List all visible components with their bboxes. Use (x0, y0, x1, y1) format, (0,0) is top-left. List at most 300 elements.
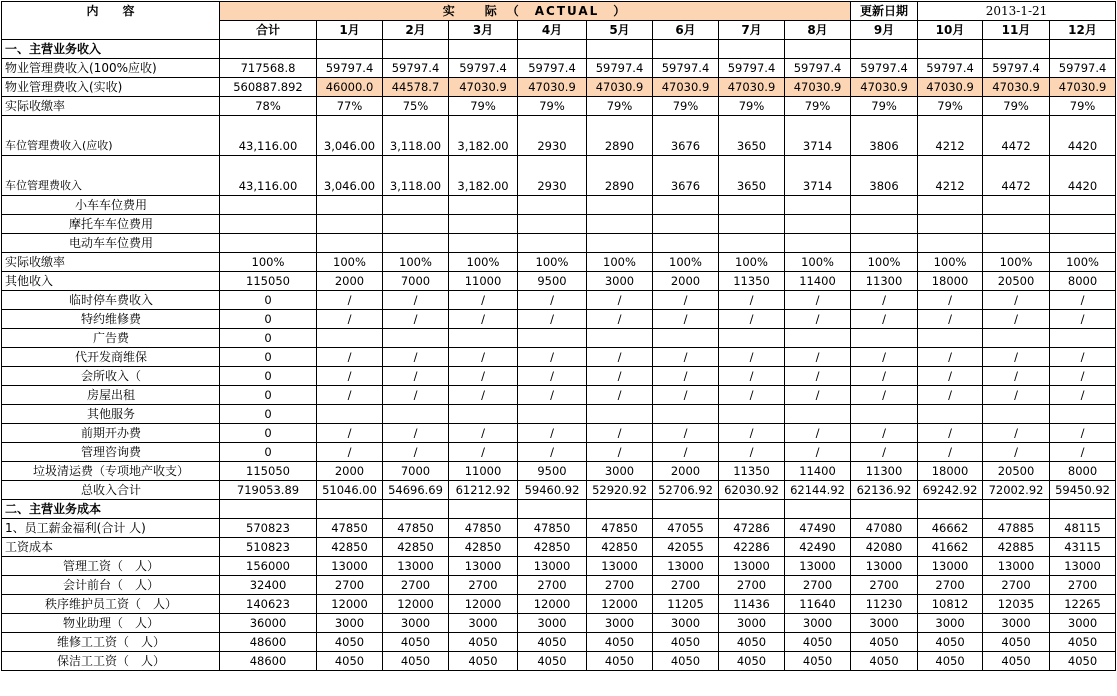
month-value-cell[interactable]: 47030.9 (518, 78, 587, 97)
month-value-cell[interactable]: 4420 (1050, 156, 1116, 196)
month-value-cell[interactable]: 47030.9 (785, 78, 851, 97)
empty-cell[interactable] (785, 500, 851, 519)
month-value-cell[interactable]: / (918, 291, 983, 310)
month-value-cell[interactable]: 7000 (383, 272, 449, 291)
month-value-cell[interactable]: / (587, 310, 653, 329)
month-value-cell[interactable]: / (851, 291, 918, 310)
month-value-cell[interactable]: / (719, 348, 785, 367)
month-value-cell[interactable]: / (851, 367, 918, 386)
month-value-cell[interactable]: / (983, 348, 1050, 367)
month-value-cell[interactable]: 18000 (918, 272, 983, 291)
month-value-cell[interactable]: / (719, 386, 785, 405)
empty-cell[interactable] (1050, 500, 1116, 519)
month-value-cell[interactable] (918, 405, 983, 424)
month-value-cell[interactable]: / (851, 443, 918, 462)
month-value-cell[interactable]: / (317, 443, 383, 462)
month-value-cell[interactable] (587, 234, 653, 253)
month-value-cell[interactable]: 59797.4 (383, 59, 449, 78)
month-value-cell[interactable]: 3650 (719, 116, 785, 156)
month-value-cell[interactable]: 59450.92 (1050, 481, 1116, 500)
empty-cell[interactable] (851, 500, 918, 519)
month-value-cell[interactable] (918, 215, 983, 234)
month-value-cell[interactable]: / (1050, 310, 1116, 329)
total-cell[interactable]: 43,116.00 (220, 116, 317, 156)
month-value-cell[interactable]: 79% (1050, 97, 1116, 116)
month-value-cell[interactable]: 12000 (449, 595, 518, 614)
month-value-cell[interactable]: / (449, 443, 518, 462)
month-value-cell[interactable]: / (918, 367, 983, 386)
month-value-cell[interactable]: 42850 (587, 538, 653, 557)
month-value-cell[interactable]: 4050 (383, 652, 449, 671)
empty-cell[interactable] (719, 500, 785, 519)
month-value-cell[interactable]: 2700 (983, 576, 1050, 595)
month-value-cell[interactable] (587, 196, 653, 215)
month-value-cell[interactable]: 11350 (719, 272, 785, 291)
row-label-cell[interactable]: 电动车车位费用 (2, 234, 220, 253)
month-value-cell[interactable]: / (983, 386, 1050, 405)
month-value-cell[interactable]: 47850 (518, 519, 587, 538)
month-value-cell[interactable]: 79% (587, 97, 653, 116)
month-value-cell[interactable]: / (587, 291, 653, 310)
month-value-cell[interactable]: 72002.92 (983, 481, 1050, 500)
month-value-cell[interactable] (918, 196, 983, 215)
month-value-cell[interactable]: 79% (983, 97, 1050, 116)
month-value-cell[interactable]: 47080 (851, 519, 918, 538)
month-value-cell[interactable] (918, 329, 983, 348)
month-value-cell[interactable]: 12000 (383, 595, 449, 614)
empty-cell[interactable] (983, 40, 1050, 59)
month-value-cell[interactable]: / (785, 348, 851, 367)
month-value-cell[interactable]: 51046.00 (317, 481, 383, 500)
section-title-cell[interactable]: 二、主营业务成本 (2, 500, 220, 519)
month-value-cell[interactable]: / (983, 424, 1050, 443)
month-value-cell[interactable]: 11400 (785, 462, 851, 481)
month-value-cell[interactable]: / (518, 386, 587, 405)
month-value-cell[interactable]: 3,182.00 (449, 156, 518, 196)
row-label-cell[interactable]: 特约维修费 (2, 310, 220, 329)
row-label-cell[interactable]: 车位管理费收入 (2, 156, 220, 196)
row-label-cell[interactable]: 保洁工工资（ 人） (2, 652, 220, 671)
month-value-cell[interactable]: 9500 (518, 462, 587, 481)
month-value-cell[interactable] (785, 196, 851, 215)
total-cell[interactable]: 48600 (220, 633, 317, 652)
month-value-cell[interactable] (719, 234, 785, 253)
month-value-cell[interactable]: / (719, 310, 785, 329)
month-value-cell[interactable]: 47850 (587, 519, 653, 538)
month-value-cell[interactable]: / (587, 386, 653, 405)
month-value-cell[interactable]: / (785, 424, 851, 443)
row-label-cell[interactable]: 会所收入（ (2, 367, 220, 386)
month-value-cell[interactable]: 4050 (851, 633, 918, 652)
month-value-cell[interactable]: 59797.4 (317, 59, 383, 78)
month-value-cell[interactable]: / (1050, 424, 1116, 443)
month-value-cell[interactable]: 2930 (518, 116, 587, 156)
month-value-cell[interactable]: / (719, 424, 785, 443)
month-value-cell[interactable]: 3,046.00 (317, 156, 383, 196)
month-value-cell[interactable]: / (383, 291, 449, 310)
month-value-cell[interactable]: / (383, 386, 449, 405)
month-value-cell[interactable]: / (518, 424, 587, 443)
month-value-cell[interactable]: 8000 (1050, 462, 1116, 481)
month-value-cell[interactable]: 59797.4 (1050, 59, 1116, 78)
month-value-cell[interactable]: 4050 (918, 633, 983, 652)
month-value-cell[interactable]: 79% (719, 97, 785, 116)
month-value-cell[interactable]: / (317, 424, 383, 443)
month-value-cell[interactable] (983, 215, 1050, 234)
month-value-cell[interactable]: / (518, 443, 587, 462)
month-value-cell[interactable]: 3676 (653, 116, 719, 156)
month-value-cell[interactable]: 4472 (983, 116, 1050, 156)
month-value-cell[interactable]: 79% (918, 97, 983, 116)
month-value-cell[interactable]: / (1050, 367, 1116, 386)
month-value-cell[interactable] (449, 234, 518, 253)
month-value-cell[interactable] (449, 196, 518, 215)
month-value-cell[interactable]: 13000 (317, 557, 383, 576)
month-value-cell[interactable]: / (785, 291, 851, 310)
month-value-cell[interactable]: 3650 (719, 156, 785, 196)
month-value-cell[interactable]: 13000 (518, 557, 587, 576)
month-value-cell[interactable]: / (317, 348, 383, 367)
month-value-cell[interactable]: / (785, 443, 851, 462)
total-cell[interactable]: 0 (220, 405, 317, 424)
update-date-value[interactable]: 2013-1-21 (918, 2, 1116, 21)
month-header[interactable]: 9月 (851, 21, 918, 40)
month-value-cell[interactable] (719, 329, 785, 348)
month-value-cell[interactable]: 3000 (587, 462, 653, 481)
month-value-cell[interactable]: / (719, 443, 785, 462)
total-cell[interactable]: 719053.89 (220, 481, 317, 500)
month-value-cell[interactable]: 3806 (851, 116, 918, 156)
month-value-cell[interactable] (383, 329, 449, 348)
content-header[interactable]: 内 容 (2, 2, 220, 40)
month-value-cell[interactable]: / (1050, 443, 1116, 462)
empty-cell[interactable] (719, 40, 785, 59)
month-value-cell[interactable]: 2700 (719, 576, 785, 595)
month-header[interactable]: 5月 (587, 21, 653, 40)
month-value-cell[interactable]: / (785, 386, 851, 405)
month-value-cell[interactable]: 4050 (851, 652, 918, 671)
month-value-cell[interactable] (1050, 329, 1116, 348)
month-value-cell[interactable] (851, 196, 918, 215)
month-value-cell[interactable]: 79% (851, 97, 918, 116)
month-value-cell[interactable] (383, 234, 449, 253)
month-value-cell[interactable]: 47030.9 (653, 78, 719, 97)
month-value-cell[interactable]: / (383, 424, 449, 443)
empty-cell[interactable] (983, 500, 1050, 519)
month-value-cell[interactable]: 47055 (653, 519, 719, 538)
month-value-cell[interactable]: 3,118.00 (383, 156, 449, 196)
month-value-cell[interactable]: 42490 (785, 538, 851, 557)
total-cell[interactable]: 156000 (220, 557, 317, 576)
month-value-cell[interactable]: 2700 (653, 576, 719, 595)
month-value-cell[interactable] (449, 405, 518, 424)
month-value-cell[interactable]: / (653, 386, 719, 405)
month-value-cell[interactable]: / (317, 310, 383, 329)
month-value-cell[interactable]: / (587, 443, 653, 462)
month-header[interactable]: 6月 (653, 21, 719, 40)
month-value-cell[interactable] (587, 329, 653, 348)
month-value-cell[interactable]: 4050 (317, 652, 383, 671)
month-value-cell[interactable]: 59797.4 (653, 59, 719, 78)
month-value-cell[interactable]: / (317, 291, 383, 310)
month-value-cell[interactable] (653, 215, 719, 234)
month-value-cell[interactable]: 42286 (719, 538, 785, 557)
month-value-cell[interactable]: 3000 (719, 614, 785, 633)
month-value-cell[interactable]: 4050 (587, 652, 653, 671)
month-header[interactable]: 10月 (918, 21, 983, 40)
empty-cell[interactable] (653, 40, 719, 59)
month-header[interactable]: 3月 (449, 21, 518, 40)
month-value-cell[interactable]: 10812 (918, 595, 983, 614)
month-value-cell[interactable]: 4050 (1050, 633, 1116, 652)
month-value-cell[interactable]: 4050 (1050, 652, 1116, 671)
month-header[interactable]: 7月 (719, 21, 785, 40)
month-value-cell[interactable]: / (449, 348, 518, 367)
month-value-cell[interactable]: / (918, 348, 983, 367)
month-value-cell[interactable]: 100% (983, 253, 1050, 272)
total-cell[interactable]: 115050 (220, 272, 317, 291)
month-value-cell[interactable]: 13000 (785, 557, 851, 576)
month-value-cell[interactable] (317, 329, 383, 348)
month-value-cell[interactable]: 100% (449, 253, 518, 272)
month-value-cell[interactable]: 3,182.00 (449, 116, 518, 156)
month-value-cell[interactable]: / (383, 348, 449, 367)
row-label-cell[interactable]: 管理工资（ 人） (2, 557, 220, 576)
month-value-cell[interactable]: / (449, 291, 518, 310)
row-label-cell[interactable]: 车位管理费收入(应收) (2, 116, 220, 156)
month-value-cell[interactable]: 4212 (918, 156, 983, 196)
month-value-cell[interactable] (785, 405, 851, 424)
month-value-cell[interactable]: 3000 (587, 614, 653, 633)
month-value-cell[interactable]: 47030.9 (719, 78, 785, 97)
month-value-cell[interactable]: 13000 (449, 557, 518, 576)
month-value-cell[interactable]: 46000.0 (317, 78, 383, 97)
empty-cell[interactable] (317, 500, 383, 519)
month-value-cell[interactable]: / (1050, 291, 1116, 310)
total-cell[interactable]: 48600 (220, 652, 317, 671)
month-value-cell[interactable]: 75% (383, 97, 449, 116)
total-cell[interactable]: 0 (220, 329, 317, 348)
month-value-cell[interactable]: / (785, 367, 851, 386)
month-value-cell[interactable]: 2000 (317, 462, 383, 481)
total-cell[interactable]: 0 (220, 386, 317, 405)
month-value-cell[interactable]: 3806 (851, 156, 918, 196)
month-value-cell[interactable] (317, 215, 383, 234)
month-value-cell[interactable]: 2890 (587, 156, 653, 196)
total-cell[interactable]: 510823 (220, 538, 317, 557)
month-header[interactable]: 4月 (518, 21, 587, 40)
month-value-cell[interactable]: 100% (785, 253, 851, 272)
month-value-cell[interactable]: 59460.92 (518, 481, 587, 500)
month-value-cell[interactable]: 3714 (785, 156, 851, 196)
month-value-cell[interactable]: / (518, 367, 587, 386)
row-label-cell[interactable]: 其他收入 (2, 272, 220, 291)
month-value-cell[interactable]: 59797.4 (719, 59, 785, 78)
row-label-cell[interactable]: 房屋出租 (2, 386, 220, 405)
month-value-cell[interactable]: / (653, 310, 719, 329)
total-cell[interactable] (220, 196, 317, 215)
month-value-cell[interactable]: 11300 (851, 462, 918, 481)
month-value-cell[interactable]: 11436 (719, 595, 785, 614)
month-value-cell[interactable]: / (449, 386, 518, 405)
month-value-cell[interactable]: / (653, 424, 719, 443)
month-value-cell[interactable]: 11230 (851, 595, 918, 614)
month-value-cell[interactable] (983, 196, 1050, 215)
month-value-cell[interactable]: 8000 (1050, 272, 1116, 291)
month-value-cell[interactable]: 3000 (587, 272, 653, 291)
month-value-cell[interactable] (518, 329, 587, 348)
month-value-cell[interactable]: / (317, 367, 383, 386)
month-value-cell[interactable]: 59797.4 (587, 59, 653, 78)
month-value-cell[interactable] (518, 234, 587, 253)
month-value-cell[interactable]: 2700 (851, 576, 918, 595)
month-value-cell[interactable]: / (653, 291, 719, 310)
month-value-cell[interactable]: 100% (518, 253, 587, 272)
total-cell[interactable]: 0 (220, 443, 317, 462)
month-value-cell[interactable]: 7000 (383, 462, 449, 481)
month-value-cell[interactable]: / (918, 310, 983, 329)
row-label-cell[interactable]: 广告费 (2, 329, 220, 348)
month-value-cell[interactable]: 2700 (449, 576, 518, 595)
month-value-cell[interactable]: 52920.92 (587, 481, 653, 500)
month-value-cell[interactable] (1050, 405, 1116, 424)
month-value-cell[interactable]: 100% (719, 253, 785, 272)
total-cell[interactable]: 0 (220, 367, 317, 386)
month-value-cell[interactable]: / (1050, 348, 1116, 367)
month-value-cell[interactable]: 9500 (518, 272, 587, 291)
month-value-cell[interactable]: 2000 (653, 272, 719, 291)
empty-cell[interactable] (220, 500, 317, 519)
month-value-cell[interactable]: 4472 (983, 156, 1050, 196)
month-value-cell[interactable]: 11400 (785, 272, 851, 291)
month-value-cell[interactable]: 13000 (918, 557, 983, 576)
month-value-cell[interactable]: / (587, 424, 653, 443)
row-label-cell[interactable]: 总收入合计 (2, 481, 220, 500)
month-value-cell[interactable]: 62136.92 (851, 481, 918, 500)
month-value-cell[interactable]: 2700 (317, 576, 383, 595)
month-value-cell[interactable]: / (653, 443, 719, 462)
empty-cell[interactable] (383, 500, 449, 519)
total-cell[interactable]: 0 (220, 348, 317, 367)
month-value-cell[interactable]: / (518, 348, 587, 367)
month-value-cell[interactable]: 100% (918, 253, 983, 272)
month-value-cell[interactable]: 79% (449, 97, 518, 116)
month-value-cell[interactable]: 79% (518, 97, 587, 116)
empty-cell[interactable] (918, 40, 983, 59)
row-label-cell[interactable]: 实际收缴率 (2, 253, 220, 272)
empty-cell[interactable] (383, 40, 449, 59)
total-cell[interactable]: 560887.892 (220, 78, 317, 97)
month-value-cell[interactable] (785, 234, 851, 253)
month-value-cell[interactable]: 69242.92 (918, 481, 983, 500)
month-value-cell[interactable]: 3000 (1050, 614, 1116, 633)
month-value-cell[interactable]: / (719, 291, 785, 310)
month-value-cell[interactable]: 47850 (449, 519, 518, 538)
month-value-cell[interactable]: 41662 (918, 538, 983, 557)
month-header[interactable]: 2月 (383, 21, 449, 40)
month-value-cell[interactable]: / (719, 367, 785, 386)
empty-cell[interactable] (587, 40, 653, 59)
month-value-cell[interactable]: 13000 (587, 557, 653, 576)
total-cell[interactable] (220, 234, 317, 253)
month-value-cell[interactable] (449, 329, 518, 348)
month-value-cell[interactable]: 4050 (449, 652, 518, 671)
month-value-cell[interactable]: 48115 (1050, 519, 1116, 538)
month-value-cell[interactable]: 100% (383, 253, 449, 272)
month-value-cell[interactable]: 100% (587, 253, 653, 272)
month-value-cell[interactable]: 2000 (317, 272, 383, 291)
month-value-cell[interactable]: / (518, 310, 587, 329)
total-cell[interactable]: 0 (220, 310, 317, 329)
month-value-cell[interactable] (653, 329, 719, 348)
month-value-cell[interactable]: 62144.92 (785, 481, 851, 500)
month-value-cell[interactable]: 3676 (653, 156, 719, 196)
month-value-cell[interactable]: 59797.4 (785, 59, 851, 78)
month-value-cell[interactable] (653, 234, 719, 253)
empty-cell[interactable] (785, 40, 851, 59)
month-value-cell[interactable]: 3000 (851, 614, 918, 633)
total-cell[interactable]: 100% (220, 253, 317, 272)
row-label-cell[interactable]: 其他服务 (2, 405, 220, 424)
month-value-cell[interactable]: 3000 (449, 614, 518, 633)
month-value-cell[interactable]: 12000 (518, 595, 587, 614)
actual-header[interactable]: 实 际 （ ACTUAL ） (220, 2, 851, 21)
month-value-cell[interactable]: 2000 (653, 462, 719, 481)
month-value-cell[interactable]: 11205 (653, 595, 719, 614)
month-value-cell[interactable]: 47850 (317, 519, 383, 538)
month-value-cell[interactable]: / (1050, 386, 1116, 405)
month-value-cell[interactable]: 46662 (918, 519, 983, 538)
month-value-cell[interactable]: / (983, 310, 1050, 329)
month-value-cell[interactable]: 47286 (719, 519, 785, 538)
month-value-cell[interactable]: 4050 (785, 633, 851, 652)
row-label-cell[interactable]: 垃圾清运费（专项地产收支） (2, 462, 220, 481)
month-value-cell[interactable]: 42850 (317, 538, 383, 557)
month-value-cell[interactable]: 42850 (383, 538, 449, 557)
month-value-cell[interactable]: 13000 (383, 557, 449, 576)
month-value-cell[interactable]: 47490 (785, 519, 851, 538)
month-value-cell[interactable]: / (983, 291, 1050, 310)
row-label-cell[interactable]: 临时停车费收入 (2, 291, 220, 310)
month-value-cell[interactable]: 52706.92 (653, 481, 719, 500)
month-value-cell[interactable]: / (983, 443, 1050, 462)
month-value-cell[interactable] (518, 196, 587, 215)
empty-cell[interactable] (317, 40, 383, 59)
month-value-cell[interactable]: 11000 (449, 272, 518, 291)
month-value-cell[interactable] (851, 329, 918, 348)
month-value-cell[interactable]: 3000 (785, 614, 851, 633)
month-value-cell[interactable] (719, 215, 785, 234)
month-value-cell[interactable] (383, 405, 449, 424)
total-cell[interactable]: 43,116.00 (220, 156, 317, 196)
month-value-cell[interactable]: / (518, 291, 587, 310)
total-cell[interactable]: 115050 (220, 462, 317, 481)
month-value-cell[interactable]: 3000 (383, 614, 449, 633)
month-value-cell[interactable]: / (785, 310, 851, 329)
month-value-cell[interactable]: 4050 (653, 652, 719, 671)
month-value-cell[interactable]: 3000 (518, 614, 587, 633)
month-value-cell[interactable]: 11300 (851, 272, 918, 291)
row-label-cell[interactable]: 物业助理（ 人） (2, 614, 220, 633)
month-value-cell[interactable]: 47030.9 (587, 78, 653, 97)
month-value-cell[interactable]: 47030.9 (1050, 78, 1116, 97)
month-value-cell[interactable]: / (851, 424, 918, 443)
month-value-cell[interactable]: / (918, 424, 983, 443)
total-cell[interactable]: 0 (220, 424, 317, 443)
empty-cell[interactable] (918, 500, 983, 519)
month-header[interactable]: 12月 (1050, 21, 1116, 40)
month-value-cell[interactable] (449, 215, 518, 234)
